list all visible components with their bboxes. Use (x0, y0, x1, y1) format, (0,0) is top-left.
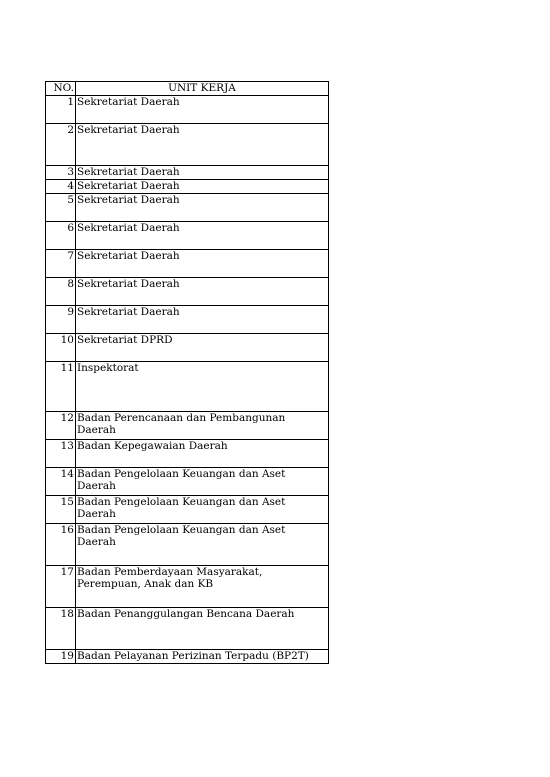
row-unit-kerja: Inspektorat (76, 362, 329, 412)
row-number: 14 (46, 468, 76, 496)
row-number: 19 (46, 650, 76, 664)
row-unit-kerja: Badan Kepegawaian Daerah (76, 440, 329, 468)
row-number: 15 (46, 496, 76, 524)
row-unit-kerja: Sekretariat Daerah (76, 306, 329, 334)
table-row (46, 362, 329, 412)
row-number: 10 (46, 334, 76, 362)
row-unit-kerja: Sekretariat Daerah (76, 222, 329, 250)
row-unit-kerja: Badan Penanggulangan Bencana Daerah (76, 608, 329, 650)
row-unit-kerja: Badan Pemberdayaan Masyarakat, Perempuan, Anak dan KB (76, 566, 329, 608)
unit-kerja-table (45, 81, 329, 664)
row-number: 4 (46, 180, 76, 194)
row-number: 17 (46, 566, 76, 608)
table-row (46, 222, 329, 250)
row-unit-kerja: Sekretariat Daerah (76, 166, 329, 180)
table-row (46, 250, 329, 278)
row-unit-kerja: Badan Pengelolaan Keuangan dan Aset Daerah (76, 524, 329, 566)
row-number: 16 (46, 524, 76, 566)
row-unit-kerja: Sekretariat Daerah (76, 278, 329, 306)
row-unit-kerja: Sekretariat Daerah (76, 194, 329, 222)
row-unit-kerja: Sekretariat Daerah (76, 180, 329, 194)
row-unit-kerja: Badan Pelayanan Perizinan Terpadu (BP2T) (76, 650, 329, 664)
table-row (46, 412, 329, 440)
table-row (46, 524, 329, 566)
table-row (46, 96, 329, 124)
row-number: 6 (46, 222, 76, 250)
table-row (46, 608, 329, 650)
table-row (46, 566, 329, 608)
row-number: 3 (46, 166, 76, 180)
row-unit-kerja: Sekretariat DPRD (76, 334, 329, 362)
table-row (46, 440, 329, 468)
row-number: 11 (46, 362, 76, 412)
table-row (46, 650, 329, 664)
row-number: 8 (46, 278, 76, 306)
table-row (46, 496, 329, 524)
table-row (46, 334, 329, 362)
row-unit-kerja: Sekretariat Daerah (76, 96, 329, 124)
row-number: 7 (46, 250, 76, 278)
row-number: 1 (46, 96, 76, 124)
table-row (46, 468, 329, 496)
row-unit-kerja: Badan Perencanaan dan Pembangunan Daerah (76, 412, 329, 440)
header-row (46, 82, 329, 96)
row-unit-kerja: Sekretariat Daerah (76, 124, 329, 166)
row-number: 5 (46, 194, 76, 222)
table-row (46, 306, 329, 334)
row-number: 2 (46, 124, 76, 166)
table-row (46, 180, 329, 194)
header-no: NO. (46, 82, 76, 96)
row-number: 12 (46, 412, 76, 440)
row-unit-kerja: Badan Pengelolaan Keuangan dan Aset Daerah (76, 468, 329, 496)
table-row (46, 166, 329, 180)
table-row (46, 278, 329, 306)
table-row (46, 124, 329, 166)
header-unit-kerja: UNIT KERJA (76, 82, 329, 96)
table-row (46, 194, 329, 222)
row-unit-kerja: Badan Pengelolaan Keuangan dan Aset Daerah (76, 496, 329, 524)
row-number: 13 (46, 440, 76, 468)
row-number: 18 (46, 608, 76, 650)
row-unit-kerja: Sekretariat Daerah (76, 250, 329, 278)
row-number: 9 (46, 306, 76, 334)
